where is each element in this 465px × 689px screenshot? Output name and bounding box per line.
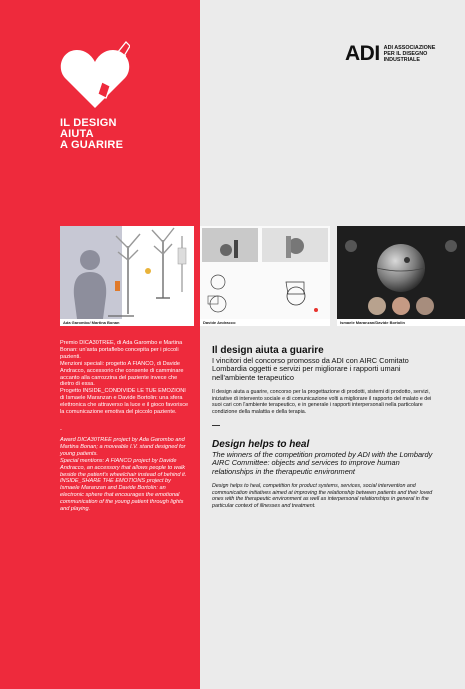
body-en: Design helps to heal, competition for product systems, services, social intervention and communication initiatives aimed at improving the relationship between patients and their loved ones with the therapeutic environment as well as interpersonal relationships in general in the particular context of illnesses and treatment. [212, 483, 433, 509]
title-line-3: A GUARIRE [60, 139, 124, 151]
body-it: Il design aiuta a guarire, concorso per la progettazione di prodotti, sistemi di prodotto, servizi, iniziative di intervento sociale e di comunicazione volti a migliorare il rapporto del malato e dei suoi cari con l'ambiente terapeutico, e in generale i rapporti interpersonali nella particolare condizione della malattia e della terapia. [212, 389, 432, 415]
photo-electronic-sphere [337, 226, 465, 326]
title-line-1: IL DESIGN [60, 117, 117, 129]
left-column-italian [60, 340, 190, 416]
heading-en: Design helps to heal [212, 439, 310, 450]
subheading-it: I vincitori del concorso promosso da ADI con AIRC Comitato Lombardia oggetti e servizi per migliorare i rapporti umani nell'ambiente terapeutico [212, 356, 409, 382]
adi-line-3: INDUSTRIALE [383, 56, 420, 63]
adi-line-2: PER IL DISEGNO [383, 50, 428, 57]
english-section [212, 439, 438, 510]
left-en-paragraph-3: INSIDE_SHARE THE EMOTIONS project by Ismaele Maranzan and Davide Bortolin: an electronic sphere that encourages the emotional communication of the young patient through lights and playing. [60, 478, 184, 513]
adi-line-1: ADI ASSOCIAZIONE [383, 44, 436, 51]
poster-title [60, 118, 123, 151]
italian-section [212, 345, 438, 416]
heart-pencil-logo [60, 36, 130, 112]
subheading-en: The winners of the competition promoted by ADI with the Lombardy AIRC Committee: objects and services to improve human relationships in the therapeutic environment [212, 450, 433, 476]
photo-caption-2: Davide Andracco [200, 319, 330, 326]
title-line-2: AIUTA [60, 128, 94, 140]
sphere-illustration [337, 226, 465, 319]
photo-iv-stand [60, 226, 194, 326]
photo-caption-1: Ada Garombo/ Martina Bonan [60, 319, 194, 326]
left-it-paragraph-3: Progetto INSIDE_CONDIVIDE LE TUE EMOZIONI di Ismaele Maranzan e Davide Bortolin: una sfera elettronica che attraverso la luce e il gioco favorisce la comunicazione emotiva del piccolo paziente. [60, 388, 189, 416]
heading-it: Il design aiuta a guarire [212, 345, 324, 356]
left-column-english [60, 437, 190, 513]
adi-name [384, 45, 436, 63]
photo-wheelchair-accessory [200, 226, 330, 326]
left-column-divider: - [60, 427, 62, 433]
photo-caption-3: Ismaele Maranzan/Davide Bortolin [337, 319, 465, 326]
wheelchair-illustration [200, 226, 330, 319]
adi-mark: ADI [345, 42, 380, 65]
adi-logo [345, 43, 435, 64]
iv-stand-illustration [60, 226, 194, 319]
left-en-paragraph-1: Award DICA30TREE project by Ada Garombo and Martina Bonan; a moveable I.V. stand designed for young patients. [60, 437, 186, 457]
left-it-paragraph-1: Premio DICA30TREE, di Ada Garombo e Martina Bonan: un'asta portaflebo concepita per i piccoli pazienti. [60, 340, 183, 360]
left-it-paragraph-2: Menzioni speciali: progetto A FIANCO, di Davide Andracco, accessorio che consente di camminare accanto alla carrozzina del paziente invece che dietro di essa. [60, 360, 184, 388]
section-divider [212, 425, 220, 426]
left-en-paragraph-2: Special mentions: A FIANCO project by Davide Andracco, an accessory that allows people to walk beside the patient's wheelchair instead of behind it. [60, 457, 187, 478]
